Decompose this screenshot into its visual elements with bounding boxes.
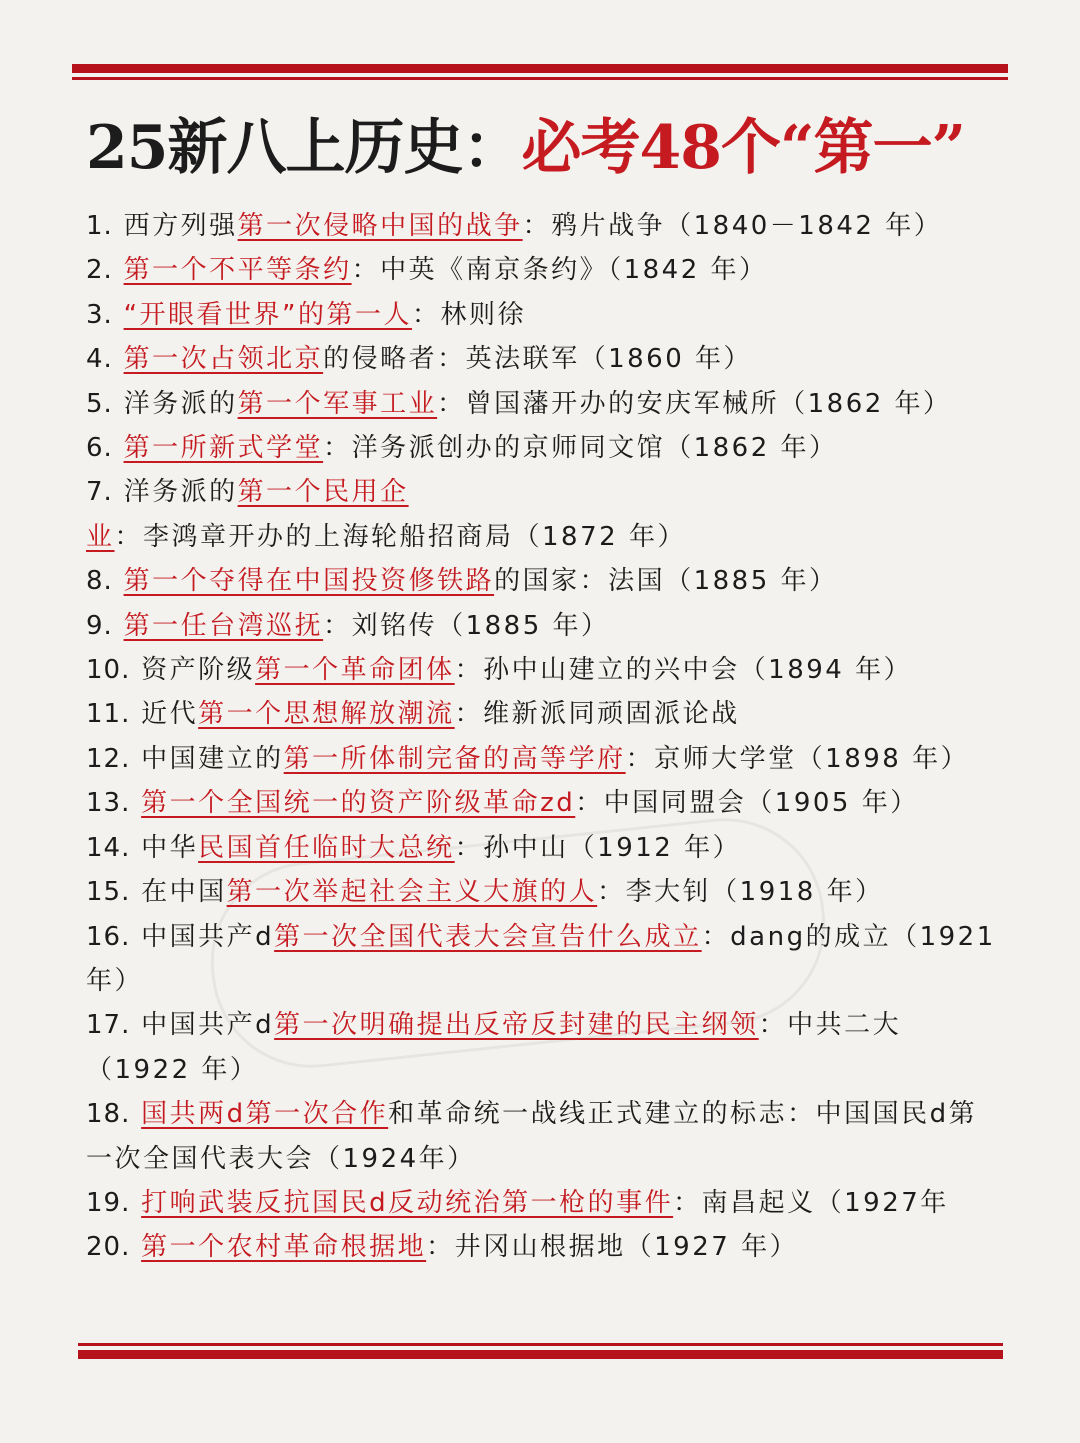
list-item (86, 470, 996, 559)
item-number: 13. (86, 788, 131, 819)
list-item (86, 781, 996, 825)
item-highlight: 第一任台湾巡抚 (123, 610, 324, 641)
item-highlight: 第一所体制完备的高等学府 (283, 743, 626, 774)
item-highlight: 民国首任临时大总统 (198, 832, 455, 863)
list-item (86, 293, 996, 337)
item-text-after: ：林则徐 (412, 299, 527, 330)
item-highlight: 第一个思想解放潮流 (198, 699, 455, 730)
bottom-border (78, 1343, 1003, 1359)
list-item (86, 337, 996, 381)
item-text-after: ：李鸿章开办的上海轮船招商局（1872 年） (114, 521, 686, 552)
item-highlight: 第一个农村革命根据地 (141, 1232, 427, 1263)
list-item (86, 870, 996, 914)
item-number: 10. (86, 655, 131, 686)
item-text-after: ：曾国藩开办的安庆军械所（1862 年） (437, 388, 952, 419)
item-text-after: ：京师大学堂（1898 年） (625, 743, 970, 774)
item-number: 18. (86, 1099, 131, 1130)
list-item (86, 1092, 996, 1181)
item-text-after: ：孙中山（1912 年） (454, 832, 742, 863)
item-text-after: ：南昌起义（1927年 (673, 1187, 949, 1218)
item-text-after: ：洋务派创办的京师同文馆（1862 年） (323, 433, 838, 464)
item-highlight: 第一次举起社会主义大旗的人 (226, 877, 598, 908)
item-highlight: 第一个民用企业 (86, 477, 409, 552)
item-text-before: 洋务派的 (123, 477, 238, 508)
item-text-after: ：井冈山根据地（1927 年） (426, 1232, 799, 1263)
item-text-before: 洋务派的 (123, 388, 238, 419)
item-number: 15. (86, 877, 131, 908)
item-text-after: 和革命统一战线正式建立的标志：中国国民d第一次全国代表大会（1924年） (86, 1099, 978, 1174)
item-text-before: 中国共产d (141, 1010, 275, 1041)
item-number: 3. (86, 299, 113, 330)
list-item (86, 204, 996, 248)
list-item (86, 1181, 996, 1225)
item-number: 4. (86, 344, 113, 375)
item-highlight: 第一个不平等条约 (123, 255, 352, 286)
item-number: 19. (86, 1187, 131, 1218)
item-number: 9. (86, 610, 113, 641)
item-number: 16. (86, 921, 131, 952)
item-highlight: 第一个全国统一的资产阶级革命zd (141, 788, 576, 819)
item-highlight: 第一个军事工业 (237, 388, 438, 419)
list-item (86, 737, 996, 781)
item-text-after: ：刘铭传（1885 年） (323, 610, 610, 641)
title-accent: 必考48个“第一” (521, 113, 966, 183)
item-number: 14. (86, 832, 131, 863)
item-text-after: ：维新派同顽固派论战 (454, 699, 740, 730)
item-highlight: 第一所新式学堂 (123, 433, 324, 464)
list-item (86, 604, 996, 648)
item-number: 8. (86, 566, 113, 597)
item-text-after: ：中英《南京条约》（1842 年） (351, 255, 768, 286)
item-number: 1. (86, 211, 113, 241)
item-text-after: ：中国同盟会（1905 年） (575, 788, 919, 819)
top-border (72, 64, 1008, 80)
item-highlight: 第一个革命团体 (255, 655, 455, 686)
item-text-before: 近代 (141, 699, 199, 730)
item-text-after: ：dang的成立（1921 年） (86, 921, 996, 996)
item-number: 5. (86, 388, 113, 419)
item-text-before: 在中国 (141, 877, 227, 908)
list-item (86, 826, 996, 870)
title-prefix: 25新八上历史： (86, 113, 522, 183)
item-highlight: 第一次全国代表大会宣告什么成立 (274, 921, 702, 952)
item-number: 17. (86, 1010, 131, 1041)
item-text-before: 资产阶级 (141, 655, 256, 686)
item-text-before: 西方列强 (123, 211, 238, 241)
item-text-before: 中国共产d (141, 921, 275, 952)
firsts-list (86, 204, 996, 1270)
list-item (86, 648, 996, 692)
item-highlight: 第一次明确提出反帝反封建的民主纲领 (274, 1010, 759, 1041)
list-item (86, 1225, 996, 1269)
item-number: 20. (86, 1232, 131, 1263)
item-highlight: 第一次侵略中国的战争 (237, 211, 523, 241)
item-text-after: ：中共二大（1922 年） (86, 1010, 902, 1085)
item-highlight: 第一个夺得在中国投资修铁路 (123, 566, 495, 597)
item-number: 6. (86, 433, 113, 464)
item-number: 12. (86, 743, 131, 774)
item-highlight: 打响武装反抗国民d反动统治第一枪的事件 (141, 1187, 674, 1218)
list-item (86, 559, 996, 603)
page-title (86, 108, 965, 188)
list-item (86, 382, 996, 426)
item-number: 2. (86, 255, 113, 286)
item-text-before: 中国建立的 (141, 743, 284, 774)
item-text-after: 的侵略者：英法联军（1860 年） (323, 344, 753, 375)
item-text-before: 中华 (141, 832, 199, 863)
list-item (86, 248, 996, 292)
list-item (86, 426, 996, 470)
item-number: 7. (86, 477, 113, 508)
item-highlight: “开眼看世界”的第一人 (123, 299, 413, 330)
list-item (86, 1003, 996, 1092)
item-text-after: ：孙中山建立的兴中会（1894 年） (454, 655, 913, 686)
item-number: 11. (86, 699, 131, 730)
item-text-after: ：鸦片战争（1840－1842 年） (522, 211, 943, 241)
item-text-after: ：李大钊（1918 年） (597, 877, 884, 908)
list-item (86, 692, 996, 736)
item-highlight: 国共两d第一次合作 (141, 1099, 389, 1130)
item-highlight: 第一次占领北京 (123, 344, 324, 375)
item-text-after: 的国家：法国（1885 年） (494, 566, 838, 597)
list-item (86, 915, 996, 1004)
